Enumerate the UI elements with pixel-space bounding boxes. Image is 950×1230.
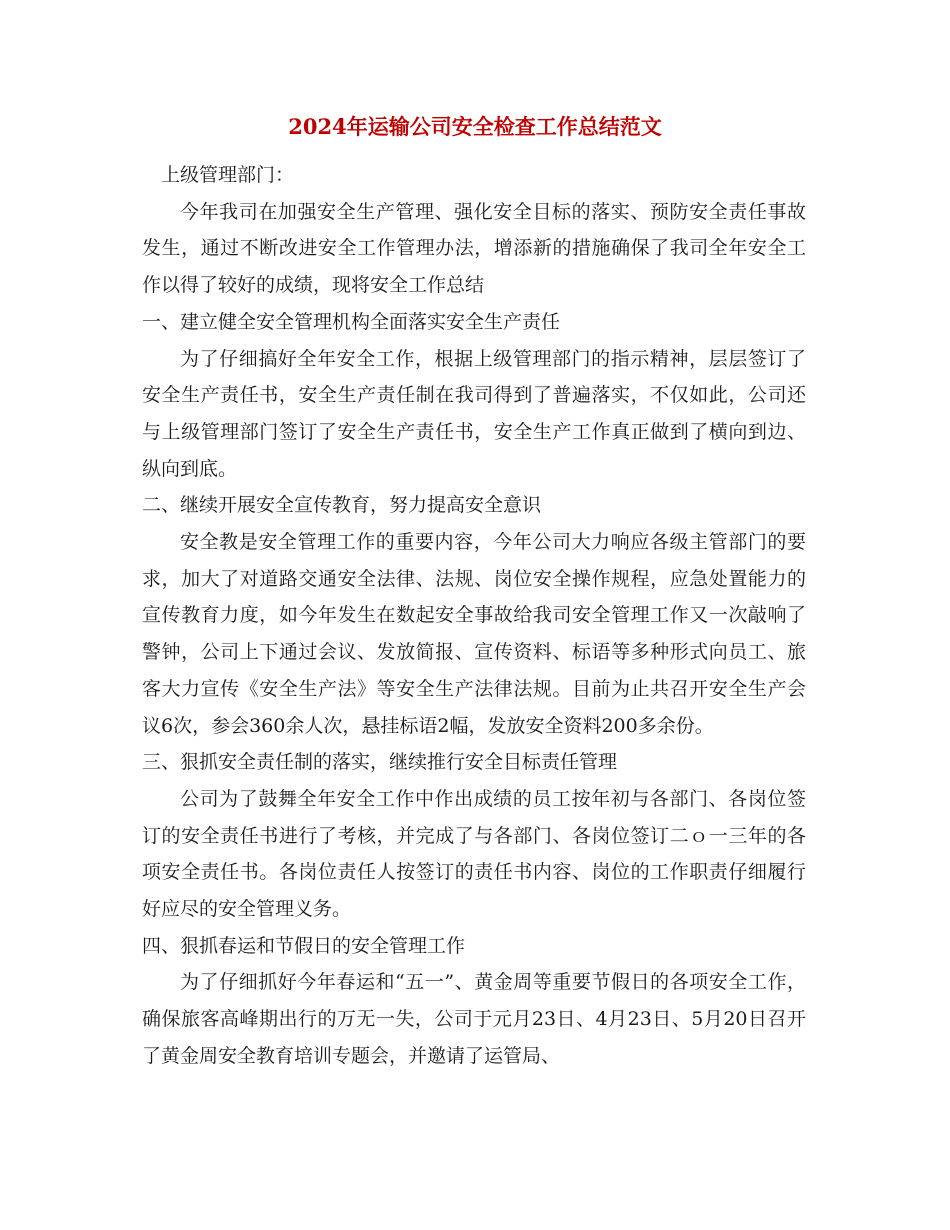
section-body-2: 安全教是安全管理工作的重要内容，今年公司大力响应各级主管部门的要求，加大了对道路交通安全法律、法规、岗位安全操作规程，应急处置能力的宣传教育力度，如今年发生在数起安全事故给我司安全管理工作又一次敲响了警钟，公司上下通过会议、发放简报、宣传资料、标语等多种形式向员工、旅客大力宣传《安全生产法》等安全生产法律法规。目前为止共召开安全生产会议6次，参会360余人次，悬挂标语2幅，发放安全资料200多余份。 — [142, 531, 806, 737]
section-heading-4: 四、狠抓春运和节假日的安全管理工作 — [142, 934, 466, 957]
section-heading-1: 一、建立健全安全管理机构全面落实安全生产责任 — [142, 310, 561, 333]
section-body-1: 为了仔细搞好全年安全工作，根据上级管理部门的指示精神，层层签订了安全生产责任书，安全生产责任制在我司得到了普遍落实，不仅如此，公司还与上级管理部门签订了安全生产责任书，安全生产工作真正做到了横向到边、纵向到底。 — [142, 347, 806, 480]
document-title: 2024年运输公司安全检查工作总结范文 — [288, 114, 662, 139]
section-heading-2: 二、继续开展安全宣传教育，努力提高安全意识 — [142, 494, 542, 517]
section-body-4: 为了仔细抓好今年春运和“五一”、黄金周等重要节假日的各项安全工作，确保旅客高峰期出行的万无一失，公司于元月23日、4月23日、5月20日召开了黄金周安全教育培训专题会，并邀请了运管局、 — [142, 971, 806, 1067]
salutation: 上级管理部门： — [161, 164, 295, 186]
section-body-3: 公司为了鼓舞全年安全工作中作出成绩的员工按年初与各部门、各岗位签订的安全责任书进行了考核，并完成了与各部门、各岗位签订二ｏ一三年的各项安全责任书。各岗位责任人按签订的责任书内容、岗位的工作职责仔细履行好应尽的安全管理义务。 — [142, 787, 806, 921]
intro-paragraph: 今年我司在加强安全生产管理、强化安全目标的落实、预防安全责任事故发生，通过不断改进安全工作管理办法，增添新的措施确保了我司全年安全工作以得了较好的成绩，现将安全工作总结 — [142, 200, 806, 297]
document-body — [142, 157, 806, 1075]
section-heading-3: 三、狠抓安全责任制的落实，继续推行安全目标责任管理 — [142, 751, 618, 774]
